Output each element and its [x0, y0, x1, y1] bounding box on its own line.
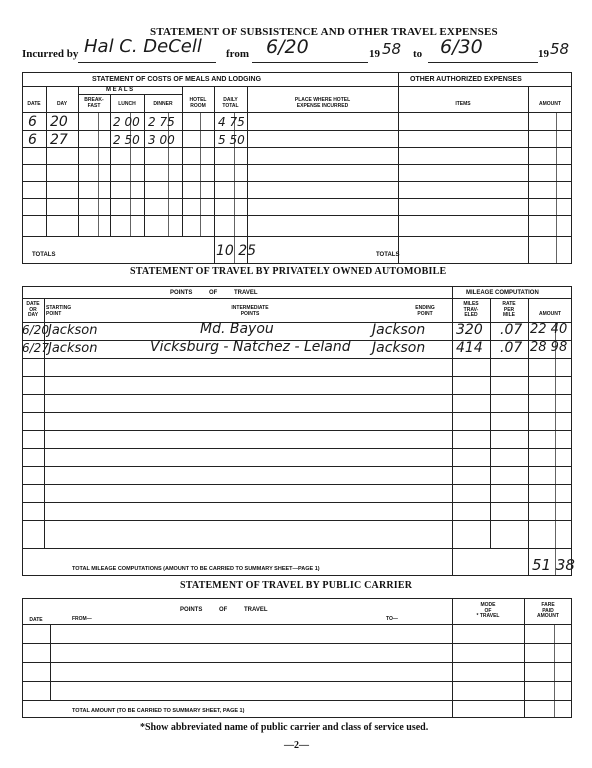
auto-col-date: DATE OR DAY	[26, 301, 40, 319]
meals-dinner[interactable]: 2 75	[148, 115, 175, 129]
carrier-col-mode: MODE OF * TRAVEL	[476, 602, 500, 620]
col-day: DAY	[56, 101, 68, 107]
auto-section-title: STATEMENT OF TRAVEL BY PRIVATELY OWNED AUTOMOBILE	[130, 266, 447, 277]
auto-end[interactable]: Jackson	[372, 322, 426, 338]
col-amount: AMOUNT	[539, 101, 561, 107]
col-date: DATE	[27, 101, 41, 107]
auto-col-start: STARTING POINT	[46, 305, 72, 317]
meals-header: M E A L S	[106, 87, 134, 93]
page-number: —2—	[284, 740, 309, 751]
year-value-2[interactable]: 58	[550, 40, 570, 58]
year-prefix-2: 19	[538, 48, 549, 60]
meals-daily-total[interactable]: 4 75	[218, 115, 245, 129]
meals-day[interactable]: 27	[50, 132, 68, 148]
auto-amount[interactable]: 28 98	[530, 340, 568, 355]
year-prefix-1: 19	[369, 48, 380, 60]
auto-end[interactable]: Jackson	[372, 340, 426, 356]
other-totals-label: TOTALS	[376, 252, 400, 258]
meals-dinner[interactable]: 3 00	[148, 133, 175, 147]
auto-start[interactable]: Jackson	[48, 323, 98, 338]
col-place: PLACE WHERE HOTEL EXPENSE INCURRED	[294, 97, 351, 109]
auto-rate[interactable]: .07	[500, 322, 523, 338]
carrier-col-from: FROM—	[72, 616, 92, 622]
meals-day[interactable]: 20	[50, 114, 68, 130]
meals-date[interactable]: 6	[28, 114, 37, 130]
carrier-total-label: TOTAL AMOUNT (TO BE CARRIED TO SUMMARY SHEET, PAGE 1)	[72, 708, 245, 714]
auto-rate[interactable]: .07	[500, 340, 523, 356]
auto-col-inter: INTERMEDIATE POINTS	[231, 305, 269, 317]
carrier-col-to: TO—	[386, 616, 398, 622]
auto-total-value[interactable]: 51 38	[532, 556, 575, 574]
auto-start[interactable]: Jackson	[48, 341, 98, 356]
col-dinner: DINNER	[153, 101, 173, 107]
col-items: ITEMS	[455, 101, 471, 107]
auto-miles[interactable]: 320	[456, 322, 483, 338]
to-label: to	[413, 48, 423, 60]
auto-inter[interactable]: Md. Bayou	[200, 321, 274, 337]
col-daily-total: DAILY TOTAL	[222, 97, 239, 109]
meals-lunch[interactable]: 2 50	[113, 133, 140, 147]
auto-total-label: TOTAL MILEAGE COMPUTATIONS (AMOUNT TO BE CARRIED TO SUMMARY SHEET—PAGE 1)	[72, 566, 320, 572]
meals-daily-total[interactable]: 5 50	[218, 133, 245, 147]
to-date-value[interactable]: 6/30	[440, 36, 483, 58]
mileage-header: MILEAGE COMPUTATION	[466, 290, 539, 296]
incurred-by-value[interactable]: Hal C. DeCell	[84, 36, 202, 57]
meals-section-title: STATEMENT OF COSTS OF MEALS AND LODGING	[92, 76, 262, 83]
col-breakfast: BREAK- FAST	[84, 97, 104, 109]
meals-totals-label: TOTALS	[32, 252, 56, 258]
auto-amount[interactable]: 22 40	[530, 322, 568, 337]
auto-inter[interactable]: Vicksburg - Natchez - Leland	[150, 339, 351, 355]
col-lunch: LUNCH	[118, 101, 136, 107]
carrier-section-title: STATEMENT OF TRAVEL BY PUBLIC CARRIER	[180, 580, 413, 591]
col-hotel-room: HOTEL ROOM	[189, 97, 207, 109]
auto-col-amount: AMOUNT	[539, 311, 561, 317]
meals-date[interactable]: 6	[28, 132, 37, 148]
incurred-by-label: Incurred by	[22, 48, 79, 60]
other-expenses-title: OTHER AUTHORIZED EXPENSES	[410, 76, 522, 83]
auto-miles[interactable]: 414	[456, 340, 483, 356]
carrier-points-header: POINTS OF TRAVEL	[180, 607, 268, 613]
auto-points-header: POINTS OF TRAVEL	[170, 290, 258, 296]
carrier-col-fare: FARE PAID AMOUNT	[537, 602, 559, 620]
auto-col-rate: RATE PER MILE	[502, 301, 516, 319]
auto-col-miles: MILES TRAV- ELED	[463, 301, 479, 319]
meals-total-value[interactable]: 10 25	[216, 243, 257, 259]
from-date-value[interactable]: 6/20	[266, 36, 309, 58]
year-value-1[interactable]: 58	[382, 40, 402, 58]
page-title: STATEMENT OF SUBSISTENCE AND OTHER TRAVEL EXPENSES	[150, 26, 498, 38]
meals-lunch[interactable]: 2 00	[113, 115, 140, 129]
carrier-col-date: DATE	[29, 617, 43, 623]
from-label: from	[226, 48, 250, 60]
auto-col-end: ENDING POINT	[415, 305, 435, 317]
auto-date[interactable]: 6/20	[22, 323, 49, 337]
auto-date[interactable]: 6/27	[22, 341, 49, 355]
footnote: *Show abbreviated name of public carrier and class of service used.	[140, 722, 429, 733]
